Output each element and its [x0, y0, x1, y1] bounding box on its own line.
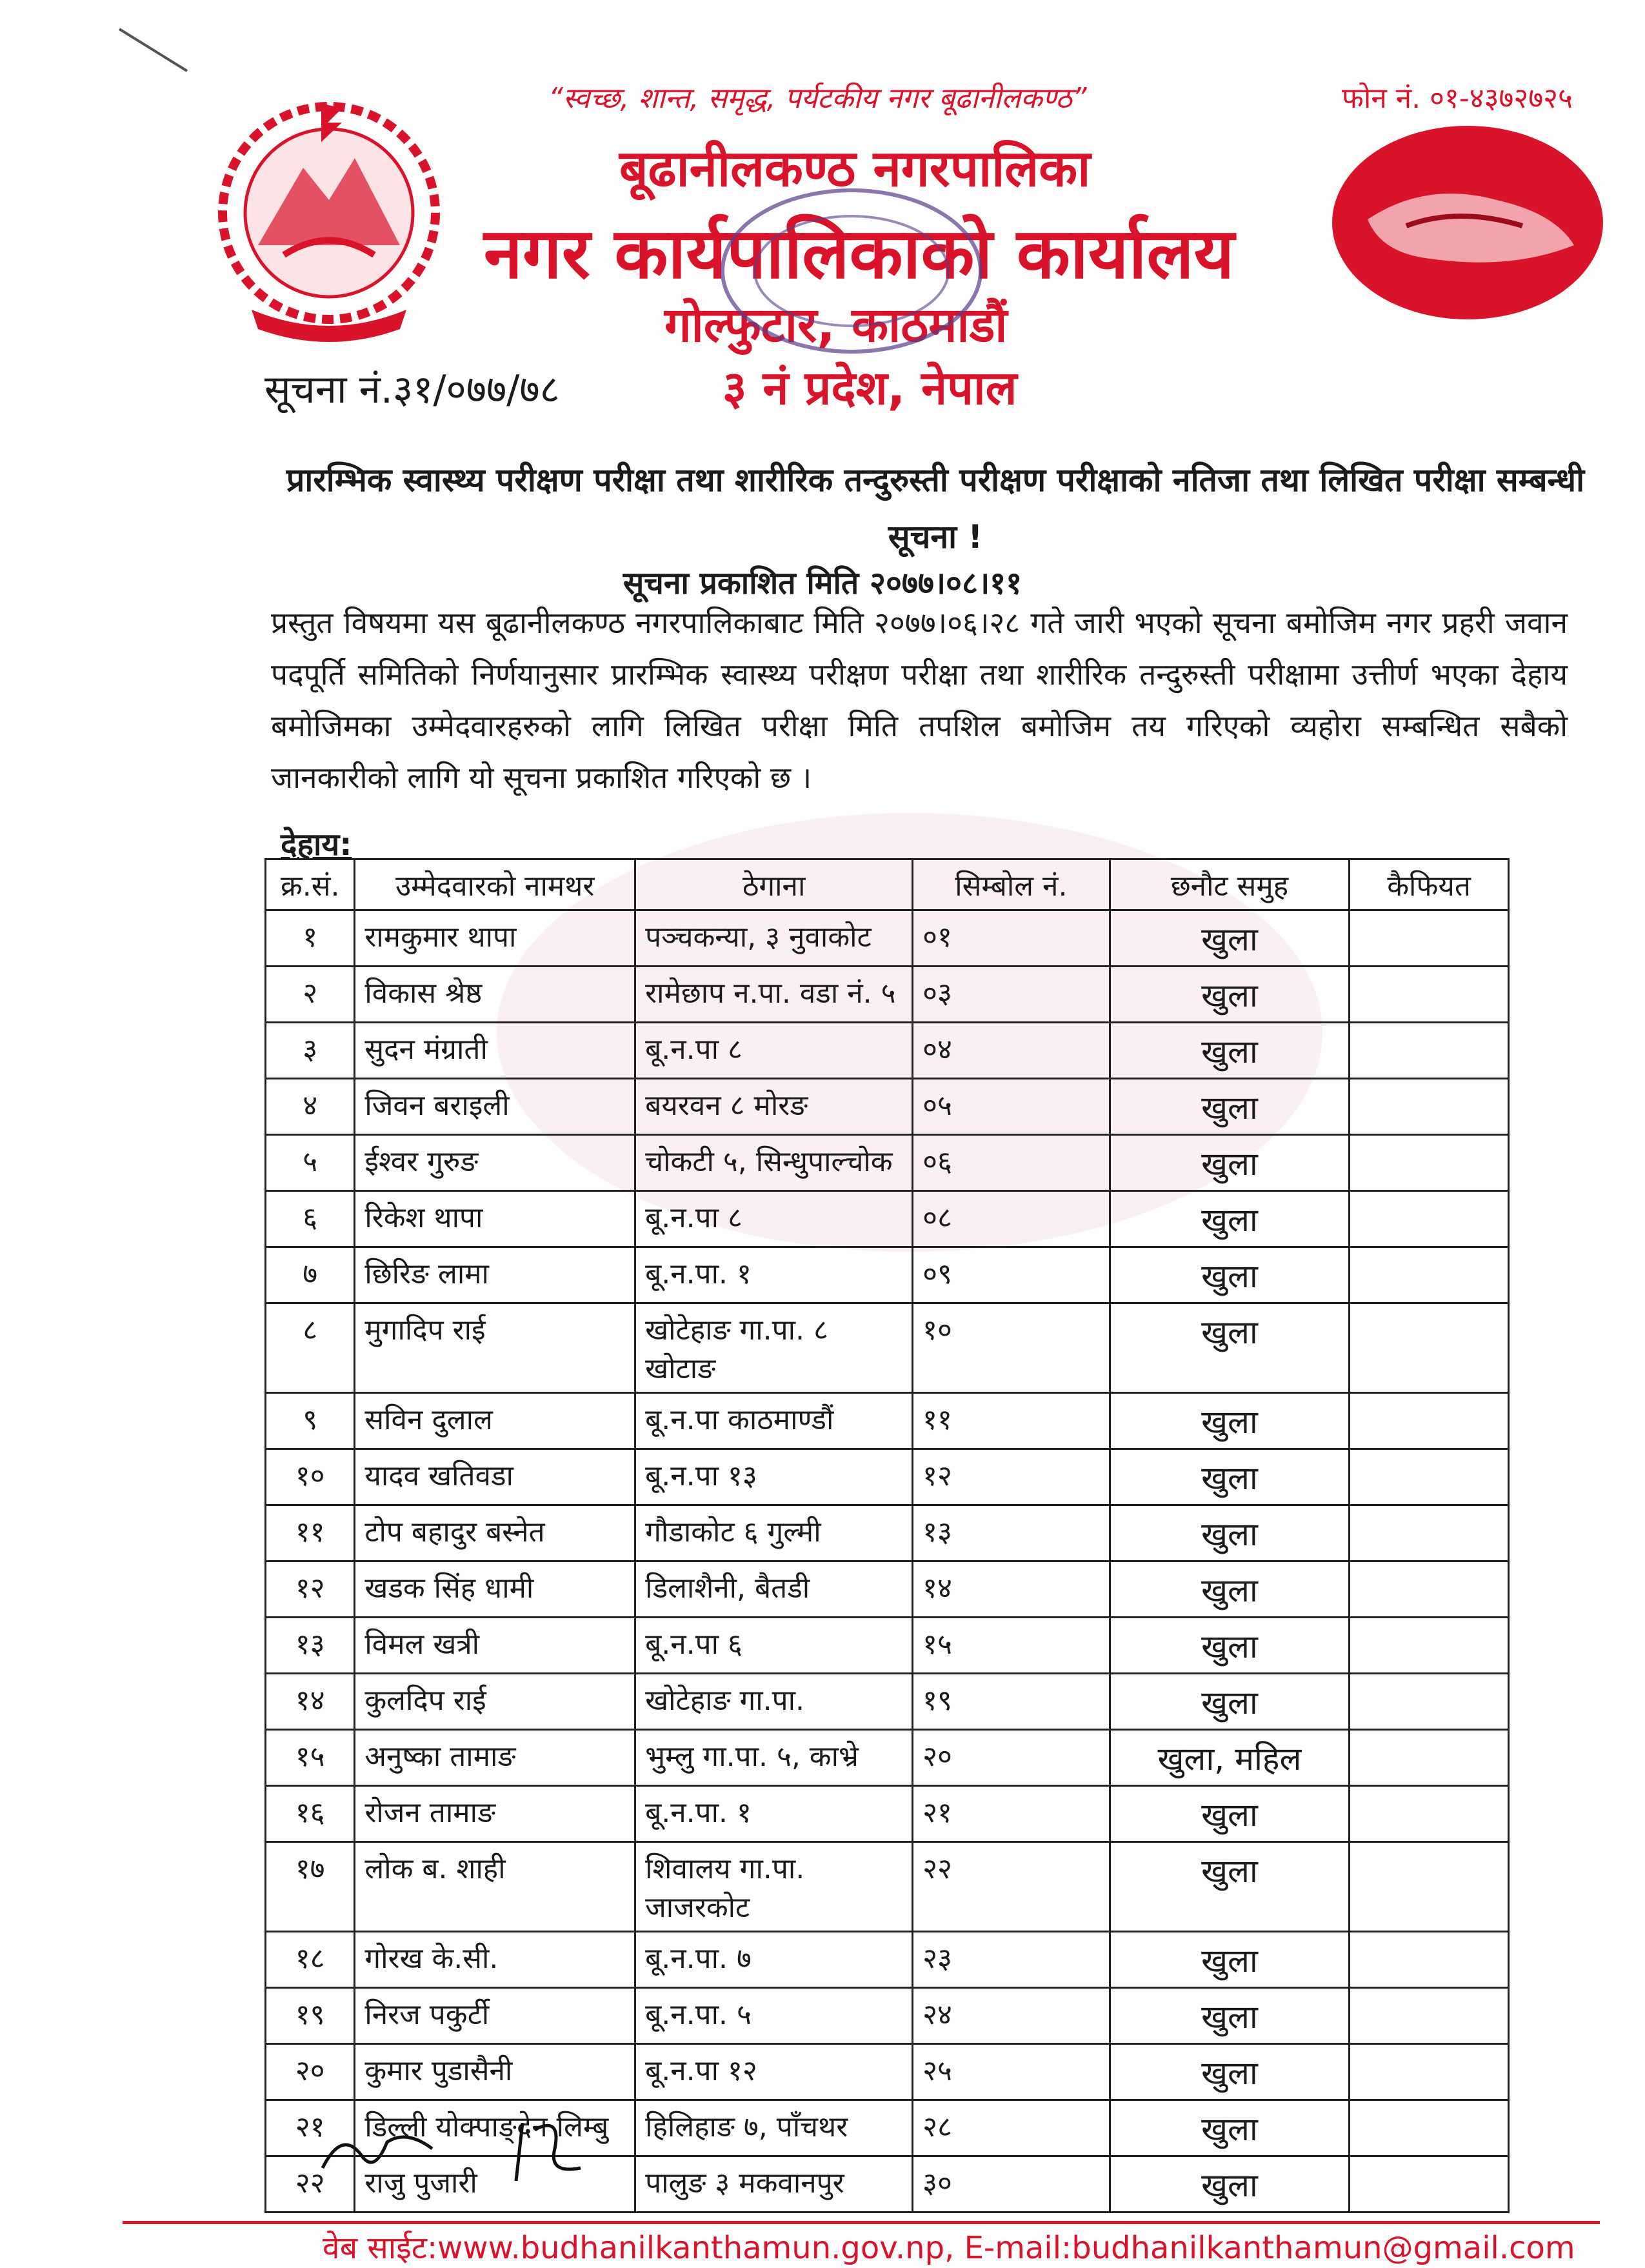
table-cell: ४ — [266, 1079, 355, 1135]
table-cell: १० — [913, 1303, 1110, 1393]
table-cell: २४ — [913, 1988, 1110, 2044]
table-cell: १० — [266, 1449, 355, 1505]
table-cell: मुगादिप राई — [355, 1303, 635, 1393]
municipality-slogan: “स्वच्छ, शान्त, समृद्ध, पर्यटकीय नगर बूढानीलकण्ठ” — [548, 82, 1087, 115]
table-cell: खुला — [1110, 1618, 1350, 1674]
table-cell: १३ — [266, 1618, 355, 1674]
table-cell: २० — [266, 2044, 355, 2100]
table-cell: हिलिहाङ ७, पाँचथर — [635, 2100, 913, 2156]
table-cell — [1350, 2100, 1509, 2156]
table-cell: विकास श्रेष्ठ — [355, 967, 635, 1023]
table-cell — [1350, 1561, 1509, 1618]
table-cell: ०३ — [913, 967, 1110, 1023]
table-cell: ५ — [266, 1135, 355, 1191]
scan-mark — [116, 26, 194, 77]
col-remarks: कैफियत — [1350, 859, 1509, 910]
table-row — [266, 1786, 1509, 1842]
table-cell — [1350, 1988, 1509, 2044]
table-cell — [1350, 1730, 1509, 1786]
table-cell: खुला — [1110, 1393, 1350, 1449]
table-row — [266, 1247, 1509, 1303]
table-cell: खुला — [1110, 1561, 1350, 1618]
table-row — [266, 1393, 1509, 1449]
notice-heading: प्रारम्भिक स्वास्थ्य परीक्षण परीक्षा तथा शारीरिक तन्दुरुस्ती परीक्षण परीक्षाको नतिजा तथा लिखित परीक्षा सम्बन्धी सूचना ! — [286, 461, 1585, 556]
col-symbol: सिम्बोल नं. — [913, 859, 1110, 910]
table-cell: विमल खत्री — [355, 1618, 635, 1674]
table-cell: २० — [913, 1730, 1110, 1786]
table-cell: जिवन बराइली — [355, 1079, 635, 1135]
table-row — [266, 2044, 1509, 2100]
table-cell — [1350, 2156, 1509, 2213]
table-row — [266, 910, 1509, 967]
table-cell: १४ — [913, 1561, 1110, 1618]
table-cell: ईश्वर गुरुङ — [355, 1135, 635, 1191]
table-cell: ३ — [266, 1023, 355, 1079]
table-row — [266, 1023, 1509, 1079]
table-cell: २ — [266, 967, 355, 1023]
table-cell: १५ — [913, 1618, 1110, 1674]
col-address: ठेगाना — [635, 859, 913, 910]
office-name: नगर कार्यपालिकाको कार्यालय — [484, 214, 1235, 294]
municipality-name: बूढानीलकण्ठ नगरपालिका — [619, 140, 1091, 198]
table-row — [266, 1988, 1509, 2044]
table-cell: भुम्लु गा.पा. ५, काभ्रे — [635, 1730, 913, 1786]
table-cell: ०८ — [913, 1191, 1110, 1247]
table-cell — [1350, 967, 1509, 1023]
table-cell: १ — [266, 910, 355, 967]
table-cell: २५ — [913, 2044, 1110, 2100]
table-row — [266, 1730, 1509, 1786]
office-stamp — [716, 181, 987, 361]
table-cell: १४ — [266, 1674, 355, 1730]
table-cell — [1350, 1303, 1509, 1393]
table-row — [266, 1618, 1509, 1674]
table-cell: ७ — [266, 1247, 355, 1303]
table-cell: ८ — [266, 1303, 355, 1393]
table-row — [266, 1191, 1509, 1247]
table-cell: बू.न.पा ६ — [635, 1618, 913, 1674]
candidate-table — [264, 858, 1510, 2213]
table-cell: खुला — [1110, 1932, 1350, 1988]
table-cell: टोप बहादुर बस्नेत — [355, 1505, 635, 1561]
table-row — [266, 1505, 1509, 1561]
table-cell: खुला, महिल — [1110, 1730, 1350, 1786]
table-cell: खुला — [1110, 1674, 1350, 1730]
table-row — [266, 1561, 1509, 1618]
table-cell — [1350, 2044, 1509, 2100]
signature-2 — [503, 2110, 600, 2187]
table-cell: ११ — [913, 1393, 1110, 1449]
table-cell: सविन दुलाल — [355, 1393, 635, 1449]
table-cell: ६ — [266, 1191, 355, 1247]
table-cell: २२ — [266, 2156, 355, 2213]
table-row — [266, 1842, 1509, 1932]
table-cell: बयरवन ८ मोरङ — [635, 1079, 913, 1135]
table-row — [266, 1674, 1509, 1730]
table-row — [266, 1449, 1509, 1505]
table-cell: खुला — [1110, 2156, 1350, 2213]
table-cell: सुदन मंग्राती — [355, 1023, 635, 1079]
table-cell: खुला — [1110, 1786, 1350, 1842]
table-cell: ०९ — [913, 1247, 1110, 1303]
table-cell: २२ — [913, 1842, 1110, 1932]
table-header-row — [266, 859, 1509, 910]
landmark-photo — [1329, 123, 1606, 323]
province-name: ३ नं प्रदेश, नेपाल — [723, 361, 1017, 415]
table-cell — [1350, 1505, 1509, 1561]
table-row — [266, 2100, 1509, 2156]
table-cell: ११ — [266, 1505, 355, 1561]
table-cell — [1350, 1786, 1509, 1842]
table-cell: बू.न.पा. १ — [635, 1786, 913, 1842]
table-cell — [1350, 1247, 1509, 1303]
table-cell: बू.न.पा. ७ — [635, 1932, 913, 1988]
table-cell: कुलदिप राई — [355, 1674, 635, 1730]
table-cell: खुला — [1110, 1079, 1350, 1135]
table-cell — [1350, 1449, 1509, 1505]
table-cell: राजु पुजारी — [355, 2156, 635, 2213]
table-row — [266, 2156, 1509, 2213]
table-cell: ९ — [266, 1393, 355, 1449]
table-cell: शिवालय गा.पा. जाजरकोट — [635, 1842, 913, 1932]
table-cell — [1350, 1023, 1509, 1079]
table-cell — [1350, 1932, 1509, 1988]
table-cell — [1350, 1674, 1509, 1730]
table-cell: बू.न.पा १२ — [635, 2044, 913, 2100]
table-cell: खुला — [1110, 967, 1350, 1023]
table-cell: पञ्चकन्या, ३ नुवाकोट — [635, 910, 913, 967]
col-serial: क्र.सं. — [266, 859, 355, 910]
table-cell: रामेछाप न.पा. वडा नं. ५ — [635, 967, 913, 1023]
table-cell: ०४ — [913, 1023, 1110, 1079]
table-cell: १९ — [266, 1988, 355, 2044]
table-cell: १२ — [266, 1561, 355, 1618]
table-cell: खुला — [1110, 910, 1350, 967]
table-cell: खुला — [1110, 2044, 1350, 2100]
table-cell: १३ — [913, 1505, 1110, 1561]
table-cell: खुला — [1110, 1505, 1350, 1561]
table-cell: १६ — [266, 1786, 355, 1842]
table-cell: खडक सिंह धामी — [355, 1561, 635, 1618]
table-cell: यादव खतिवडा — [355, 1449, 635, 1505]
table-cell: खुला — [1110, 1988, 1350, 2044]
table-cell: खोटेहाङ गा.पा. ८ खोटाङ — [635, 1303, 913, 1393]
table-cell: १७ — [266, 1842, 355, 1932]
notice-body: प्रस्तुत विषयमा यस बूढानीलकण्ठ नगरपालिकाबाट मिति २०७७।०६।२८ गते जारी भएको सूचना बमोजिम नगर प्रहरी जवान पदपूर्ति समितिको निर्णयानुसार प्रारम्भिक स्वास्थ्य परीक्षण परीक्षा तथा शारीरिक तन्दुरुस्ती परीक्षामा उत्तीर्ण भएका देहाय बमोजिमका उम्मेदवारहरुको लागि लिखित परीक्षा मिति तपशिल बमोजिम तय गरिएको व्यहोरा सम्बन्धित सबैको जानकारीको लागि यो सूचना प्रकाशित गरिएको छ । — [271, 605, 1568, 795]
table-cell: खुला — [1110, 1247, 1350, 1303]
table-cell: निरज पकुर्टी — [355, 1988, 635, 2044]
table-cell: बू.न.पा. ५ — [635, 1988, 913, 2044]
table-cell — [1350, 1393, 1509, 1449]
table-cell: १९ — [913, 1674, 1110, 1730]
table-cell — [1350, 1191, 1509, 1247]
published-date: सूचना प्रकाशित मिति २०७७।०८।११ — [623, 565, 1022, 601]
table-cell: गोरख के.सी. — [355, 1932, 635, 1988]
table-cell: ३० — [913, 2156, 1110, 2213]
col-name: उम्मेदवारको नामथर — [355, 859, 635, 910]
table-cell: डिलाशैनी, बैतडी — [635, 1561, 913, 1618]
dehaya-label: देहाय: — [281, 827, 352, 863]
table-cell — [1350, 1135, 1509, 1191]
table-cell: रामकुमार थापा — [355, 910, 635, 967]
table-row — [266, 967, 1509, 1023]
table-cell: खुला — [1110, 1135, 1350, 1191]
table-cell: खुला — [1110, 1842, 1350, 1932]
table-row — [266, 1932, 1509, 1988]
signature-1 — [316, 2123, 445, 2181]
table-cell — [1350, 910, 1509, 967]
table-cell: बू.न.पा ८ — [635, 1191, 913, 1247]
table-cell: खुला — [1110, 1449, 1350, 1505]
table-cell: १२ — [913, 1449, 1110, 1505]
table-cell: बू.न.पा ८ — [635, 1023, 913, 1079]
table-cell: डिल्ली योक्पाङ्देन लिम्बु — [355, 2100, 635, 2156]
table-cell: ०५ — [913, 1079, 1110, 1135]
table-cell — [1350, 1842, 1509, 1932]
table-row — [266, 1303, 1509, 1393]
table-cell: ०१ — [913, 910, 1110, 967]
table-cell: खुला — [1110, 1303, 1350, 1393]
table-cell: ०६ — [913, 1135, 1110, 1191]
table-cell: लोक ब. शाही — [355, 1842, 635, 1932]
footer-contact: वेब साईट:www.budhanilkanthamun.gov.np, E-mail:budhanilkanthamun@gmail.com — [323, 2230, 1575, 2266]
table-cell: खुला — [1110, 2100, 1350, 2156]
table-cell: रिकेश थापा — [355, 1191, 635, 1247]
table-cell: २१ — [913, 1786, 1110, 1842]
table-cell: बू.न.पा १३ — [635, 1449, 913, 1505]
table-cell: पालुङ ३ मकवानपुर — [635, 2156, 913, 2213]
table-cell: २१ — [266, 2100, 355, 2156]
table-cell: बू.न.पा. १ — [635, 1247, 913, 1303]
table-cell: खुला — [1110, 1191, 1350, 1247]
table-cell: छिरिङ लामा — [355, 1247, 635, 1303]
phone-number: फोन नं. ०१-४३७२७२५ — [1342, 82, 1573, 115]
footer-divider — [123, 2221, 1600, 2224]
table-cell: १५ — [266, 1730, 355, 1786]
table-cell: चोकटी ५, सिन्धुपाल्चोक — [635, 1135, 913, 1191]
table-cell: २३ — [913, 1932, 1110, 1988]
col-group: छनौट समुह — [1110, 859, 1350, 910]
table-cell: १८ — [266, 1932, 355, 1988]
nepal-emblem-logo — [213, 97, 445, 355]
table-cell: खोटेहाङ गा.पा. — [635, 1674, 913, 1730]
office-location: गोल्फुटार, काठमाडौं — [664, 297, 1008, 353]
table-cell: गौडाकोट ६ गुल्मी — [635, 1505, 913, 1561]
table-row — [266, 1079, 1509, 1135]
table-cell: कुमार पुडासैनी — [355, 2044, 635, 2100]
table-cell: खुला — [1110, 1023, 1350, 1079]
table-row — [266, 1135, 1509, 1191]
table-cell: बू.न.पा काठमाण्डौं — [635, 1393, 913, 1449]
table-cell: अनुष्का तामाङ — [355, 1730, 635, 1786]
notice-number: सूचना नं.३१/०७७/७८ — [264, 367, 560, 412]
table-cell: रोजन तामाङ — [355, 1786, 635, 1842]
table-cell: २८ — [913, 2100, 1110, 2156]
table-cell — [1350, 1079, 1509, 1135]
table-cell — [1350, 1618, 1509, 1674]
